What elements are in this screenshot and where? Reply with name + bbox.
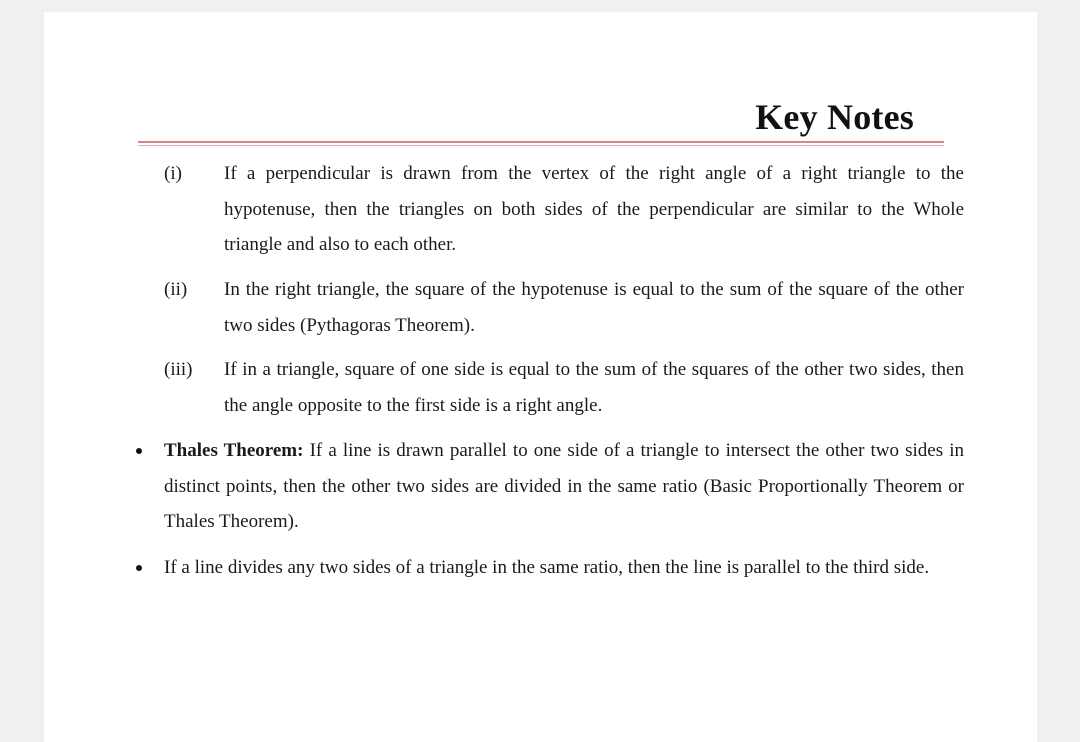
list-item: In the right triangle, the square of the hypotenuse is equal to the sum of the square of the other two sides (Pythagoras Theorem).: [224, 279, 964, 336]
bullet-icon: [136, 448, 142, 454]
page-title: Key Notes: [755, 97, 914, 137]
bullet-text: If a line is drawn parallel to one side of a triangle to intersect the other two sides in distinct points, then the other two sides are divided in the same ratio (Basic Proportionally Theorem or Thales Theorem).: [164, 440, 965, 532]
document-page: [44, 12, 1037, 742]
item-marker: (iii): [164, 359, 193, 380]
bullet-icon: [136, 565, 142, 571]
list-item: If a perpendicular is drawn from the vertex of the right angle of a right triangle to the hypotenuse, then the triangles on both sides of the perpendicular are similar to the Whole triangle and also to each other.: [224, 163, 964, 255]
title-underline: [138, 141, 944, 146]
item-marker: (ii): [164, 279, 188, 300]
bullet-text: If a line divides any two sides of a triangle in the same ratio, then the line is parallel to the third side.: [164, 557, 930, 578]
list-item: If in a triangle, square of one side is equal to the sum of the squares of the other two sides, then the angle opposite to the first side is a right angle.: [224, 359, 964, 416]
list-item: [164, 550, 964, 586]
theorem-label: Thales Theorem:: [164, 440, 304, 461]
item-marker: (i): [164, 163, 182, 184]
list-item: [164, 433, 964, 540]
